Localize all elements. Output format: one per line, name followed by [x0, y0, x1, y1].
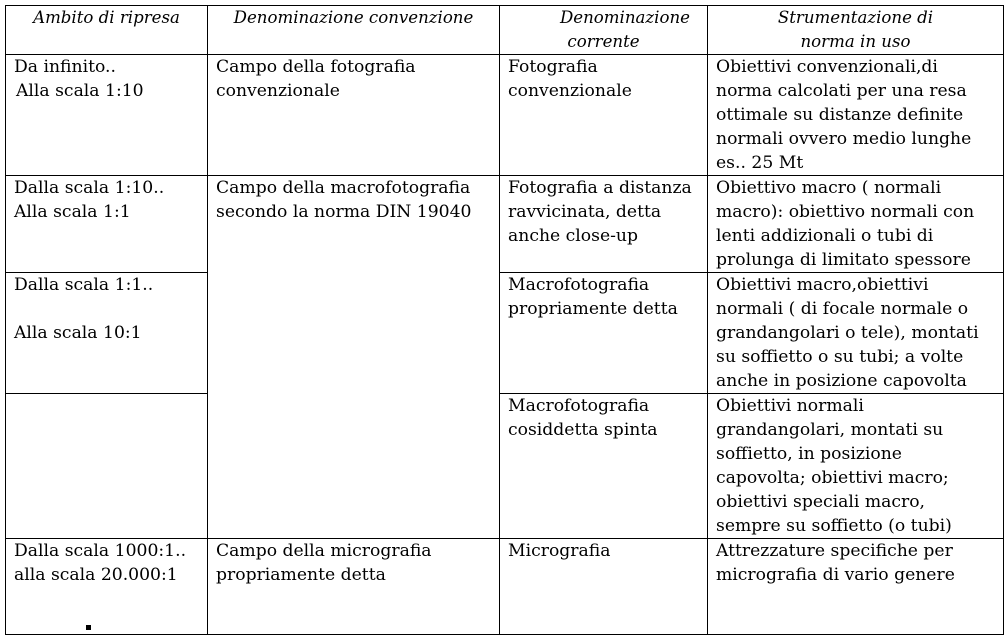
cell-equipment: Obiettivo macro ( normali macro): obiettivo normali con lenti addizionali o tubi di prolunga di limitato spessore [708, 176, 1004, 273]
cell-scope [6, 55, 208, 176]
cell-convention: Campo della fotografia convenzionale [208, 55, 500, 176]
cell-current: Fotografia convenzionale [500, 55, 708, 176]
header-ambito: Ambito di ripresa [6, 6, 208, 55]
header-strumentazione: Strumentazione di norma in uso [708, 6, 1004, 55]
scope-from: Da infinito.. [14, 57, 116, 77]
cell-current: Micrografia [500, 539, 708, 635]
text-cursor-mark [86, 625, 91, 630]
scope-to: Alla scala 10:1 [14, 323, 142, 343]
table-row [6, 273, 1004, 394]
cell-current: Macrofotografia cosiddetta spinta [500, 394, 708, 539]
cell-convention: Campo della micrografia propriamente detta [208, 539, 500, 635]
table-row [6, 55, 1004, 176]
cell-scope [6, 394, 208, 539]
cell-scope [6, 539, 208, 635]
scope-to: Alla scala 1:1 [14, 202, 131, 222]
cell-equipment: Obiettivi normali grandangolari, montati su soffietto, in posizione capovolta; obiettivi macro; obiettivi speciali macro, sempre su soffietto (o tubi) [708, 394, 1004, 539]
cell-scope [6, 176, 208, 273]
scope-to: alla scala 20.000:1 [14, 565, 178, 585]
table-row [6, 539, 1004, 635]
macro-photography-table [5, 5, 1004, 635]
cell-scope [6, 273, 208, 394]
cell-equipment: Obiettivi convenzionali,di norma calcolati per una resa ottimale su distanze definite normali ovvero medio lunghe es.. 25 Mt [708, 55, 1004, 176]
table-row [6, 176, 1004, 273]
header-corrente: Denominazione corrente [500, 6, 708, 55]
cell-equipment: Obiettivi macro,obiettivi normali ( di focale normale o grandangolari o tele), montati su soffietto o su tubi; a volte anche in posizione capovolta [708, 273, 1004, 394]
cell-current: Fotografia a distanza ravvicinata, detta anche close-up [500, 176, 708, 273]
scope-from: Dalla scala 1000:1.. [14, 541, 187, 561]
cell-convention: Campo della macrofotografia secondo la norma DIN 19040 [208, 176, 500, 539]
header-convenzione: Denominazione convenzione [208, 6, 500, 55]
scope-to: Alla scala 1:10 [16, 81, 144, 101]
scope-from: Dalla scala 1:10.. [14, 178, 165, 198]
cell-equipment: Attrezzature specifiche per micrografia di vario genere [708, 539, 1004, 635]
table-header-row [6, 6, 1004, 55]
table-row [6, 394, 1004, 539]
cell-current: Macrofotografia propriamente detta [500, 273, 708, 394]
scope-from: Dalla scala 1:1.. [14, 275, 154, 295]
